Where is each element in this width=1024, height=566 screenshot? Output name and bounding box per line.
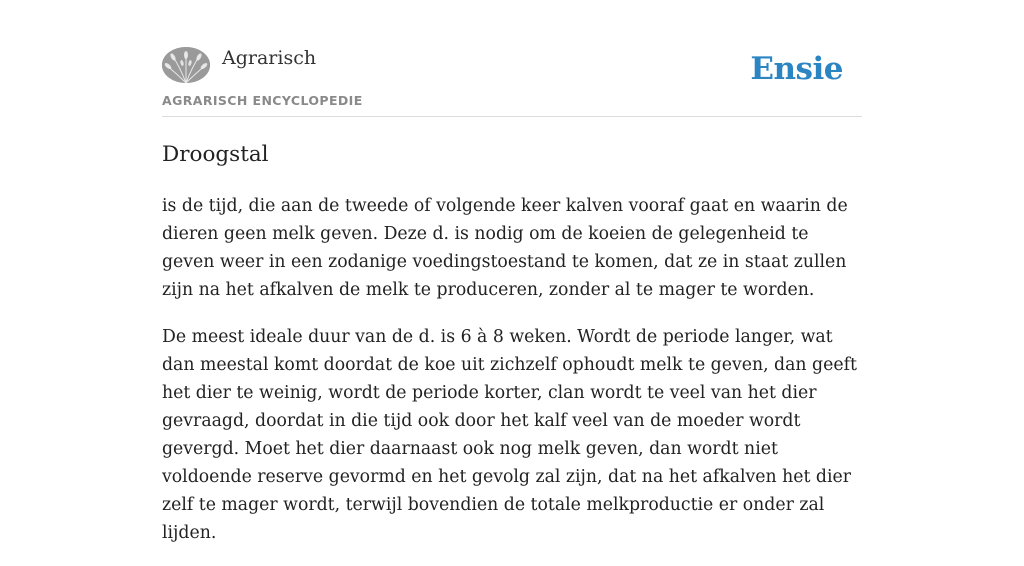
brand-logo[interactable]: Ensie	[750, 51, 843, 87]
source-name[interactable]: Agrarisch	[222, 47, 317, 69]
article-body	[162, 192, 862, 566]
source-header	[162, 0, 862, 117]
paragraph: is de tijd, die aan de tweede of volgende keer kalven vooraf gaat en waarin de dieren geen melk geven. Deze d. is nodig om de koeien de gelegenheid te geven weer in een zodanige voedingstoestand te komen, dat ze in staat zullen zijn na het afkalven de melk te produceren, zonder al te mager te worden.	[162, 196, 848, 300]
wheat-ears-icon[interactable]	[162, 47, 210, 83]
page-title: Droogstal	[162, 142, 269, 167]
paragraph: De meest ideale duur van de d. is 6 à 8 weken. Wordt de periode langer, wat dan meestal komt doordat de koe uit zichzelf ophoudt melk te geven, dan geeft het dier te weinig, wordt de periode korter, clan wordt te veel van het dier gevraagd, doordat in die tijd ook door het kalf veel van de moeder wordt gevergd. Moet het dier daarnaast ook nog melk geven, dan wordt niet voldoende reserve gevormd en het gevolg zal zijn, dat na het afkalven het dier zelf te mager wordt, terwijl bovendien de totale melkproductie er onder zal lijden.	[162, 327, 857, 543]
source-subtitle: AGRARISCH ENCYCLOPEDIE	[162, 93, 363, 108]
article-page	[162, 0, 862, 543]
